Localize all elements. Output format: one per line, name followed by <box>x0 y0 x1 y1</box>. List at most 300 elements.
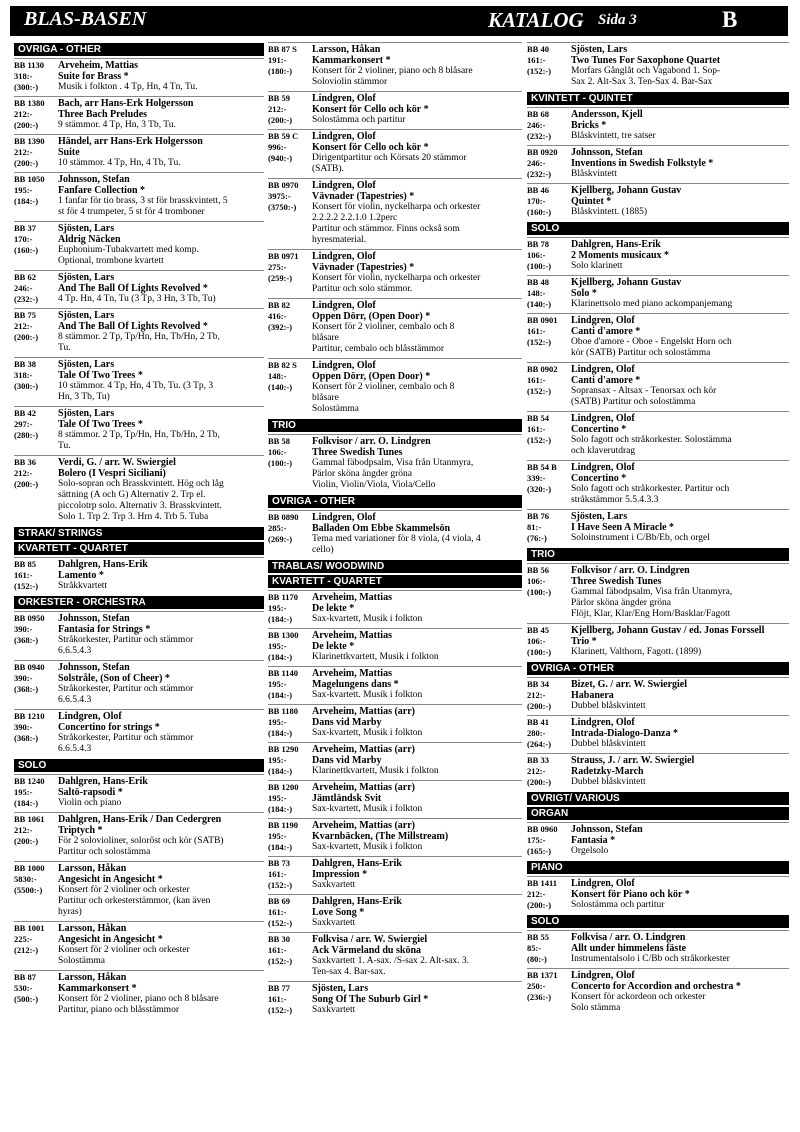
description-line: Konsert för 2 violiner, piano och 8 blåsare <box>312 66 473 76</box>
description-line: Klarinettsolo med piano ackompanjemang <box>571 299 733 309</box>
catalog-entry <box>268 780 522 818</box>
catalog-entry <box>14 970 264 1019</box>
net-price: (140:-) <box>527 299 552 309</box>
price: 996:- <box>268 142 287 152</box>
net-price: (184:-) <box>268 614 293 624</box>
composer-name: Dahlgren, Hans-Erik <box>58 776 148 787</box>
section-header: ORGAN <box>527 807 789 820</box>
catalog-number: BB 30 <box>268 934 290 944</box>
price: 212:- <box>527 889 546 899</box>
work-title: Konsert för Piano och kör * <box>571 889 690 900</box>
description-line: Klarinettkvartett, Musik i folkton <box>312 766 439 776</box>
net-price: (320:-) <box>527 484 552 494</box>
catalog-entry <box>268 358 522 418</box>
net-price: (184:-) <box>268 728 293 738</box>
description-line: Blåskvintett. (1885) <box>571 207 647 217</box>
catalog-entry <box>527 42 789 91</box>
price: 390:- <box>14 673 33 683</box>
catalog-number: BB 68 <box>527 109 549 119</box>
net-price: (200:-) <box>14 120 39 130</box>
work-title: De lekte * <box>312 641 355 652</box>
description-line: Stråkorkester, Partitur och stämmor <box>58 684 194 694</box>
catalog-column-3 <box>527 42 789 1017</box>
net-price: (76:-) <box>527 533 547 543</box>
price: 161:- <box>527 326 546 336</box>
price: 339:- <box>527 473 546 483</box>
description-line: Instrumentalsolo i C/Bb och stråkorkester <box>571 954 730 964</box>
catalog-entry <box>268 434 522 494</box>
description-line: Solo fagott och stråkorkester. Solostämma <box>571 435 732 445</box>
work-title: Tale Of Two Trees * <box>58 370 143 381</box>
net-price: (200:-) <box>14 479 39 489</box>
description-line: Konsert för violin, nyckelharpa och orkester <box>312 273 481 283</box>
composer-name: Lindgren, Olof <box>58 711 122 722</box>
section-header: OVRIGA - OTHER <box>268 495 522 508</box>
catalog-number: BB 33 <box>527 755 549 765</box>
catalog-number: BB 69 <box>268 896 290 906</box>
catalog-entry <box>527 362 789 411</box>
net-price: (200:-) <box>527 777 552 787</box>
section-header: OVRIGA - OTHER <box>14 43 264 56</box>
work-title: Kammarkonsert * <box>58 983 137 994</box>
description-line: Konsert för 2 violiner och orkester <box>58 885 190 895</box>
description-line: Blåskvintett, tre satser <box>571 131 656 141</box>
work-title: Two Tunes For Saxophone Quartet <box>571 55 721 66</box>
work-title: Trio * <box>571 636 597 647</box>
catalog-entry <box>14 774 264 812</box>
net-price: (368:-) <box>14 635 39 645</box>
price: 161:- <box>527 424 546 434</box>
composer-name: Lindgren, Olof <box>571 413 635 424</box>
net-price: (300:-) <box>14 82 39 92</box>
price: 161:- <box>268 945 287 955</box>
catalog-number: BB 78 <box>527 239 549 249</box>
catalog-entry <box>527 183 789 221</box>
spacer <box>14 256 58 267</box>
composer-name: Verdi, G. / arr. W. Swiergiel <box>58 457 176 468</box>
composer-name: Folkvisa / arr. O. Lindgren <box>571 932 686 943</box>
description-line: 4 Tp. Hn, 4 Tn, Tu (3 Tp, 3 Hn, 3 Tb, Tu) <box>58 294 216 304</box>
brand-title: BLAS-BASEN <box>24 8 147 30</box>
description-line: sättning (A och G) Alternativ 2. Trp el. <box>58 490 206 500</box>
description-line: 2.2.2.2 2.2.1.0 1.2perc <box>312 213 398 223</box>
work-title: Habanera <box>571 690 614 701</box>
description-line: Optional, trombone kvartett <box>58 256 164 266</box>
work-title: Suite for Brass * <box>58 71 129 82</box>
catalog-entry <box>527 753 789 791</box>
work-title: Balladen Om Ebbe Skammelsön <box>312 523 451 534</box>
work-title: Kammarkonsert * <box>312 55 391 66</box>
catalog-number: BB 1411 <box>527 878 557 888</box>
description-line: Gammal fäbodpsalm, Visa från Utanmyra, <box>312 458 474 468</box>
work-title: Solstråle, (Son of Cheer) * <box>58 673 170 684</box>
index-letter: B <box>722 7 738 32</box>
catalog-entry <box>14 270 264 308</box>
work-title: Radetzky-March <box>571 766 644 777</box>
catalog-number: BB 0901 <box>527 315 558 325</box>
description-line: kör (SATB) Partitur och solostämma <box>571 348 711 358</box>
spacer <box>14 744 58 755</box>
composer-name: Sjösten, Lars <box>312 983 369 994</box>
price: 285:- <box>268 523 287 533</box>
description-line: hyras) <box>58 907 82 917</box>
net-price: (259:-) <box>268 273 293 283</box>
net-price: (5500:-) <box>14 885 43 895</box>
composer-name: Dahlgren, Hans-Erik <box>312 896 402 907</box>
work-title: Inventions in Swedish Folkstyle * <box>571 158 714 169</box>
price: 212:- <box>14 321 33 331</box>
price: 191:- <box>268 55 287 65</box>
composer-name: Lindgren, Olof <box>312 93 376 104</box>
price: 106:- <box>268 447 287 457</box>
description-line: Solostämma <box>312 404 359 414</box>
description-line: Sax-kvartett, Musik i folkton <box>312 614 423 624</box>
description-line: Konsert för 2 violiner, cembalo och 8 <box>312 382 455 392</box>
catalog-entry <box>268 856 522 894</box>
catalog-entry <box>268 932 522 981</box>
catalog-entry <box>527 930 789 968</box>
price: 318:- <box>14 370 33 380</box>
catalog-number: BB 87 S <box>268 44 297 54</box>
description-line: Partitur och orkesterstämmor, (kan även <box>58 896 211 906</box>
composer-name: Lindgren, Olof <box>312 180 376 191</box>
description-line: Violin och piano <box>58 798 122 808</box>
net-price: (100:-) <box>268 458 293 468</box>
composer-name: Arveheim, Mattias <box>312 630 392 641</box>
work-title: Saltö-rapsodi * <box>58 787 123 798</box>
net-price: (940:-) <box>268 153 293 163</box>
spacer <box>268 469 312 480</box>
description-line: Musik i folkton . 4 Tp, Hn, 4 Tn, Tu. <box>58 82 198 92</box>
work-title: Triptych * <box>58 825 103 836</box>
page-header <box>10 6 788 36</box>
section-header: KVINTETT - QUINTET <box>527 92 789 105</box>
price: 106:- <box>527 576 546 586</box>
net-price: (152:-) <box>268 1005 293 1015</box>
work-title: De lekte * <box>312 603 355 614</box>
net-price: (152:-) <box>527 66 552 76</box>
description-line: Solostämma och partitur <box>312 115 406 125</box>
catalog-number: BB 38 <box>14 359 36 369</box>
price: 212:- <box>527 766 546 776</box>
description-line: Stråkorkester, Partitur och stämmor <box>58 635 194 645</box>
catalog-entry <box>268 590 522 628</box>
description-line: blåsare <box>312 393 339 403</box>
catalog-entry <box>268 178 522 249</box>
net-price: (3750:-) <box>268 202 297 212</box>
spacer <box>268 284 312 295</box>
catalog-number: BB 0960 <box>527 824 558 834</box>
catalog-number: BB 1371 <box>527 970 558 980</box>
description-line: Soloviolin stämmor <box>312 77 388 87</box>
catalog-entry <box>527 460 789 509</box>
price: 416:- <box>268 311 287 321</box>
catalog-number: BB 82 <box>268 300 290 310</box>
price: 161:- <box>268 907 287 917</box>
description-line: piccolotrp solo. Alternativ 3. Brasskvintett. <box>58 501 222 511</box>
price: 195:- <box>14 787 33 797</box>
composer-name: Lindgren, Olof <box>312 512 376 523</box>
catalog-number: BB 1190 <box>268 820 298 830</box>
description-line: Konsert för ackordeon och orkester <box>571 992 706 1002</box>
catalog-number: BB 1240 <box>14 776 45 786</box>
catalog-entry <box>527 145 789 183</box>
composer-name: Lindgren, Olof <box>312 131 376 142</box>
net-price: (184:-) <box>14 196 39 206</box>
spacer <box>14 646 58 657</box>
spacer <box>527 348 571 359</box>
description-line: blåsare <box>312 333 339 343</box>
description-line: Konsert för 2 violiner, cembalo och 8 <box>312 322 455 332</box>
work-title: Bricks * <box>571 120 607 131</box>
description-line: 10 stämmor. 4 Tp, Hn, 4 Tb, Tu. (3 Tp, 3 <box>58 381 214 391</box>
work-title: Vävnader (Tapestries) * <box>312 262 415 273</box>
price: 195:- <box>268 831 287 841</box>
composer-name: Dahlgren, Hans-Erik <box>571 239 661 250</box>
composer-name: Lindgren, Olof <box>312 251 376 262</box>
price: 195:- <box>268 603 287 613</box>
composer-name: Strauss, J. / arr. W. Swiergiel <box>571 755 695 766</box>
spacer <box>14 1005 58 1016</box>
price: 212:- <box>14 825 33 835</box>
catalog-entry <box>268 742 522 780</box>
price: 161:- <box>268 994 287 1004</box>
description-line: 8 stämmor. 2 Tp, Tp/Hn, Hn, Tb/Hn, 2 Tb, <box>58 332 220 342</box>
price: 81:- <box>527 522 542 532</box>
catalog-entry <box>527 968 789 1017</box>
work-title: Fantasia * <box>571 835 616 846</box>
net-price: (180:-) <box>268 66 293 76</box>
description-line: Dubbel blåskvintett <box>571 777 646 787</box>
spacer <box>268 480 312 491</box>
description-line: Sax-kvartett, Musik i folkton <box>312 842 423 852</box>
composer-name: Larsson, Håkan <box>58 923 127 934</box>
spacer <box>268 213 312 224</box>
section-header: OVRIGA - OTHER <box>527 662 789 675</box>
composer-name: Bach, arr Hans-Erk Holgersson <box>58 98 194 109</box>
description-line: 6.6.5.4.3 <box>58 695 92 705</box>
price: 246:- <box>527 158 546 168</box>
catalog-entry <box>14 406 264 455</box>
catalog-entry <box>527 237 789 275</box>
price: 390:- <box>14 624 33 634</box>
spacer <box>527 446 571 457</box>
description-line: Solo 1. Trp 2. Trp 3. Hrn 4. Trb 5. Tuba <box>58 512 209 522</box>
spacer <box>14 695 58 706</box>
price: 195:- <box>268 641 287 651</box>
spacer <box>268 333 312 344</box>
spacer <box>268 967 312 978</box>
composer-name: Arveheim, Mattias (arr) <box>312 706 416 717</box>
catalog-number: BB 1290 <box>268 744 299 754</box>
net-price: (200:-) <box>14 836 39 846</box>
price: 195:- <box>268 679 287 689</box>
price: 175:- <box>527 835 546 845</box>
composer-name: Arveheim, Mattias <box>312 668 392 679</box>
price: 246:- <box>527 120 546 130</box>
price: 195:- <box>14 185 33 195</box>
section-header: OVRIGT/ VARIOUS <box>527 792 789 805</box>
net-price: (392:-) <box>268 322 293 332</box>
net-price: (152:-) <box>527 386 552 396</box>
catalog-entry <box>14 557 264 595</box>
spacer <box>527 609 571 620</box>
catalog-number: BB 1200 <box>268 782 299 792</box>
net-price: (200:-) <box>14 332 39 342</box>
catalog-entry <box>268 510 522 559</box>
catalog-number: BB 76 <box>527 511 549 521</box>
price: 275:- <box>268 262 287 272</box>
catalog-entry <box>14 172 264 221</box>
price: 161:- <box>268 869 287 879</box>
composer-name: Lindgren, Olof <box>571 364 635 375</box>
catalog-number: BB 1170 <box>268 592 298 602</box>
net-price: (80:-) <box>527 954 547 964</box>
description-line: (SATB) Partitur och solostämma <box>571 397 696 407</box>
catalog-entry <box>268 129 522 178</box>
work-title: Jämtländsk Svit <box>312 793 382 804</box>
catalog-number: BB 1001 <box>14 923 45 933</box>
catalog-number: BB 0902 <box>527 364 558 374</box>
description-line: Oboe d'amore - Oboe - Engelskt Horn och <box>571 337 732 347</box>
spacer <box>268 235 312 246</box>
spacer <box>14 392 58 403</box>
work-title: Concertino * <box>571 424 627 435</box>
work-title: Fanfare Collection * <box>58 185 146 196</box>
description-line: Konsert för 2 violiner och orkester <box>58 945 190 955</box>
net-price: (269:-) <box>268 534 293 544</box>
composer-name: Larsson, Håkan <box>58 972 127 983</box>
work-title: Angesicht in Angesicht * <box>58 934 163 945</box>
catalog-entry <box>14 357 264 406</box>
catalog-entry <box>14 134 264 172</box>
description-line: Konsert för 2 violiner, piano och 8 blåsare <box>58 994 219 1004</box>
catalog-entry <box>527 563 789 623</box>
description-line: Saxkvartett <box>312 918 356 928</box>
description-line: Sax 2. Alt-Sax 3. Ten-Sax 4. Bar-Sax <box>571 77 713 87</box>
spacer <box>14 907 58 918</box>
work-title: Ack Värmeland du sköna <box>312 945 422 956</box>
section-header: TRABLAS/ WOODWIND <box>268 560 522 573</box>
price: 195:- <box>268 755 287 765</box>
catalog-entry <box>527 509 789 547</box>
composer-name: Sjösten, Lars <box>58 272 115 283</box>
section-header: STRAK/ STRINGS <box>14 527 264 540</box>
composer-name: Kjellberg, Johann Gustav <box>571 277 682 288</box>
composer-name: Folkvisa / arr. W. Swiergiel <box>312 934 428 945</box>
net-price: (200:-) <box>268 115 293 125</box>
composer-name: Andersson, Kjell <box>571 109 643 120</box>
composer-name: Arveheim, Mattias <box>58 60 138 71</box>
description-line: Solo stämma <box>571 1003 621 1013</box>
spacer <box>14 896 58 907</box>
net-price: (160:-) <box>527 207 552 217</box>
catalog-column-2 <box>268 42 522 1019</box>
net-price: (232:-) <box>527 169 552 179</box>
composer-name: Dahlgren, Hans-Erik <box>312 858 402 869</box>
net-price: (152:-) <box>268 880 293 890</box>
net-price: (280:-) <box>14 430 39 440</box>
section-header: TRIO <box>268 419 522 432</box>
composer-name: Johnsson, Stefan <box>571 147 643 158</box>
price: 195:- <box>268 717 287 727</box>
catalog-entry <box>268 42 522 91</box>
net-price: (184:-) <box>268 690 293 700</box>
price: 148:- <box>268 371 287 381</box>
catalog-entry <box>268 628 522 666</box>
spacer <box>14 512 58 523</box>
net-price: (300:-) <box>14 381 39 391</box>
spacer <box>268 164 312 175</box>
catalog-number: BB 40 <box>527 44 549 54</box>
catalog-entry <box>268 818 522 856</box>
catalog-entry <box>527 822 789 860</box>
catalog-number: BB 48 <box>527 277 549 287</box>
work-title: Canti d'amore * <box>571 326 641 337</box>
spacer <box>268 224 312 235</box>
work-title: Kvarnbäcken, (The Millstream) <box>312 831 449 842</box>
catalog-entry <box>14 308 264 357</box>
catalog-entry <box>268 894 522 932</box>
net-price: (200:-) <box>527 701 552 711</box>
price: 85:- <box>527 943 542 953</box>
net-price: (200:-) <box>14 158 39 168</box>
net-price: (368:-) <box>14 733 39 743</box>
spacer <box>527 495 571 506</box>
description-line: Saxkvartett <box>312 1005 356 1015</box>
catalog-number: BB 0950 <box>14 613 45 623</box>
section-header: TRIO <box>527 548 789 561</box>
catalog-number: BB 37 <box>14 223 36 233</box>
composer-name: Arveheim, Mattias (arr) <box>312 782 416 793</box>
section-header: SOLO <box>527 915 789 928</box>
description-line: Dubbel blåskvintett <box>571 739 646 749</box>
price: 148:- <box>527 288 546 298</box>
net-price: (152:-) <box>527 435 552 445</box>
composer-name: Lindgren, Olof <box>312 300 376 311</box>
work-title: Impression * <box>312 869 368 880</box>
description-line: Blåskvintett <box>571 169 617 179</box>
composer-name: Arveheim, Mattias <box>312 592 392 603</box>
work-title: Three Swedish Tunes <box>571 576 662 587</box>
work-title: Konsert för Cello och kör * <box>312 104 429 115</box>
net-price: (184:-) <box>268 842 293 852</box>
work-title: Angesicht in Angesicht * <box>58 874 163 885</box>
catalog-number: BB 0920 <box>527 147 558 157</box>
description-line: Solo klarinett <box>571 261 623 271</box>
description-line: Solo-sopran och Brasskvintett. Hög och låg <box>58 479 224 489</box>
catalog-column-1 <box>14 42 264 1019</box>
catalog-number: BB 1000 <box>14 863 45 873</box>
section-header: ORKESTER - ORCHESTRA <box>14 596 264 609</box>
catalog-entry <box>268 91 522 129</box>
work-title: I Have Seen A Miracle * <box>571 522 675 533</box>
composer-name: Larsson, Håkan <box>312 44 381 55</box>
work-title: 2 Moments musicaux * <box>571 250 670 261</box>
catalog-number: BB 82 S <box>268 360 297 370</box>
price: 390:- <box>14 722 33 732</box>
price: 212:- <box>14 147 33 157</box>
catalog-entry <box>268 249 522 298</box>
catalog-entry <box>268 298 522 358</box>
section-header: KVARTETT - QUARTET <box>14 542 264 555</box>
catalog-number: BB 0970 <box>268 180 299 190</box>
work-title: Bolero (I Vespri Siciliani) <box>58 468 166 479</box>
catalog-entry <box>527 623 789 661</box>
description-line: Violin, Violin/Viola, Viola/Cello <box>312 480 436 490</box>
work-title: Magelungens dans * <box>312 679 399 690</box>
catalog-entry <box>14 812 264 861</box>
